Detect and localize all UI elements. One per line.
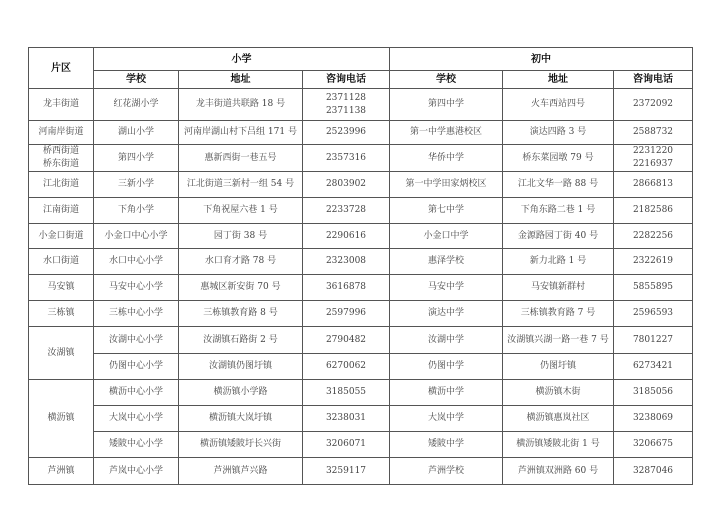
primary-address-cell-line: 汝湖镇石路街 2 号 — [203, 334, 278, 345]
middle-address-cell — [503, 198, 614, 224]
primary-school-cell-line: 水口中心小学 — [108, 256, 163, 266]
middle-phone-cell-line: 2182586 — [632, 205, 674, 215]
primary-phone-cell — [303, 89, 390, 121]
primary-phone-cell — [303, 301, 390, 327]
primary-phone-cell-line: 3616878 — [325, 282, 367, 292]
primary-address-cell — [179, 380, 303, 406]
primary-address-cell — [179, 275, 303, 301]
primary-phone-cell — [303, 380, 390, 406]
middle-phone-cell-line: 7801227 — [632, 334, 674, 345]
table-row — [29, 432, 693, 458]
middle-address-cell — [503, 249, 614, 275]
middle-school-cell — [390, 121, 503, 145]
primary-phone-cell — [303, 275, 390, 301]
district-cell — [29, 301, 94, 327]
district-cell-line: 小金口街道 — [38, 230, 84, 241]
middle-phone-col-header: 咨询电话 — [614, 71, 693, 89]
table-body — [29, 89, 693, 485]
middle-address-cell — [503, 301, 614, 327]
district-cell — [29, 380, 94, 458]
table-row — [29, 327, 693, 354]
district-cell — [29, 458, 94, 485]
middle-phone-cell — [614, 458, 693, 485]
primary-school-cell-line: 汝湖中心小学 — [108, 334, 163, 345]
district-cell — [29, 224, 94, 249]
middle-address-cell-line: 横沥镇矮陂北街 1 号 — [516, 439, 600, 449]
primary-address-cell-line: 龙丰街道共联路 18 号 — [195, 99, 286, 109]
primary-phone-cell-line: 2371128 — [325, 92, 367, 103]
primary-school-cell-line: 马安中心小学 — [108, 282, 163, 292]
primary-phone-cell-line: 2371138 — [325, 105, 367, 116]
district-cell-line: 芦洲镇 — [47, 465, 75, 476]
middle-school-header: 初中 — [390, 48, 693, 71]
middle-phone-cell — [614, 145, 693, 172]
primary-address-cell — [179, 89, 303, 121]
middle-phone-cell-line: 3185056 — [632, 387, 674, 397]
primary-address-cell-line: 河南岸湖山村下吕组 171 号 — [184, 127, 297, 137]
middle-phone-cell — [614, 354, 693, 380]
middle-address-cell-line: 横沥镇木街 — [535, 387, 581, 397]
district-cell — [29, 198, 94, 224]
primary-phone-cell-line: 3206071 — [325, 439, 367, 449]
middle-address-col-header: 地址 — [503, 71, 614, 89]
middle-phone-cell-line: 2216937 — [632, 159, 674, 169]
primary-address-cell-line: 水口育才路 78 号 — [204, 256, 277, 266]
primary-phone-cell-line: 3238031 — [325, 413, 367, 423]
primary-phone-cell-line: 2597996 — [325, 308, 367, 318]
district-cell-line: 河南岸街道 — [38, 127, 84, 137]
middle-address-cell — [503, 172, 614, 198]
district-cell-line: 龙丰街道 — [42, 99, 79, 109]
middle-school-cell-line: 第四中学 — [427, 99, 464, 109]
primary-school-cell — [94, 432, 179, 458]
middle-school-cell-line: 小金口中学 — [423, 230, 469, 241]
middle-phone-cell — [614, 249, 693, 275]
district-cell — [29, 172, 94, 198]
table-row — [29, 121, 693, 145]
primary-school-cell-line: 三栋中心小学 — [108, 308, 163, 318]
middle-address-cell — [503, 458, 614, 485]
middle-school-cell-line: 矮陂中学 — [427, 439, 464, 449]
primary-address-cell-line: 惠城区新安街 70 号 — [200, 282, 281, 292]
primary-school-cell — [94, 354, 179, 380]
primary-address-cell-line: 下角祝屋六巷 1 号 — [203, 205, 278, 215]
middle-address-cell-line: 下角东路二巷 1 号 — [520, 205, 596, 215]
primary-address-cell-line: 横沥镇大岚圩镇 — [208, 413, 272, 423]
middle-school-cell — [390, 224, 503, 249]
middle-school-cell-line: 大岚中学 — [427, 413, 464, 423]
primary-phone-cell — [303, 121, 390, 145]
primary-address-cell — [179, 172, 303, 198]
middle-phone-cell-line: 2588732 — [632, 127, 674, 137]
middle-phone-cell-line: 2596593 — [632, 308, 674, 318]
primary-address-col-header: 地址 — [179, 71, 303, 89]
district-cell — [29, 327, 94, 380]
primary-phone-cell-line: 2290616 — [325, 230, 367, 241]
middle-address-cell — [503, 121, 614, 145]
primary-school-cell — [94, 380, 179, 406]
middle-address-cell — [503, 432, 614, 458]
middle-address-cell — [503, 89, 614, 121]
district-header: 片区 — [29, 48, 94, 89]
primary-school-cell-line: 矮陂中心小学 — [108, 439, 163, 449]
middle-address-cell — [503, 354, 614, 380]
primary-address-cell — [179, 224, 303, 249]
district-cell — [29, 275, 94, 301]
primary-address-cell-line: 横沥镇小学路 — [213, 387, 268, 397]
primary-address-cell-line: 江北街道三新村一组 54 号 — [186, 179, 295, 189]
table-row — [29, 172, 693, 198]
middle-school-cell — [390, 380, 503, 406]
middle-address-cell-line: 江北文华一路 88 号 — [517, 179, 599, 189]
school-contact-table — [28, 47, 693, 485]
primary-address-cell — [179, 354, 303, 380]
primary-address-cell — [179, 327, 303, 354]
primary-school-cell — [94, 121, 179, 145]
primary-school-cell — [94, 172, 179, 198]
primary-phone-cell — [303, 354, 390, 380]
primary-phone-cell-line: 2803902 — [325, 179, 367, 189]
middle-school-cell — [390, 172, 503, 198]
middle-school-cell-line: 华侨中学 — [427, 152, 464, 163]
middle-school-cell — [390, 354, 503, 380]
primary-address-cell — [179, 249, 303, 275]
primary-phone-cell — [303, 249, 390, 275]
middle-phone-cell — [614, 89, 693, 121]
primary-address-cell — [179, 198, 303, 224]
primary-phone-cell-line: 2523996 — [325, 127, 367, 137]
middle-phone-cell-line: 6273421 — [632, 361, 674, 371]
district-cell — [29, 145, 94, 172]
primary-phone-cell — [303, 458, 390, 485]
primary-phone-cell — [303, 432, 390, 458]
middle-phone-cell — [614, 224, 693, 249]
middle-school-cell-line: 第一中学惠港校区 — [409, 127, 482, 137]
middle-school-cell — [390, 145, 503, 172]
district-cell — [29, 249, 94, 275]
middle-address-cell-line: 汝湖镇兴湖一路一巷 7 号 — [507, 334, 609, 345]
primary-phone-cell — [303, 172, 390, 198]
middle-phone-cell — [614, 406, 693, 432]
primary-phone-cell-line: 2233728 — [325, 205, 367, 215]
middle-school-cell-line: 芦洲学校 — [427, 465, 464, 476]
primary-phone-cell-line: 3185055 — [325, 387, 367, 397]
primary-school-cell — [94, 275, 179, 301]
middle-phone-cell-line: 2231220 — [632, 146, 674, 156]
middle-school-cell-line: 第一中学田家炳校区 — [405, 179, 487, 189]
primary-school-cell-line: 横沥中心小学 — [108, 387, 163, 397]
district-cell-line: 横沥镇 — [47, 413, 75, 423]
table-row — [29, 380, 693, 406]
table-row — [29, 145, 693, 172]
primary-phone-cell-line: 2323008 — [325, 256, 367, 266]
primary-school-cell — [94, 224, 179, 249]
middle-phone-cell-line: 2866813 — [632, 179, 674, 189]
middle-school-cell — [390, 458, 503, 485]
middle-school-col-header: 学校 — [390, 71, 503, 89]
district-cell-line: 马安镇 — [47, 282, 75, 292]
primary-phone-cell-line: 2357316 — [325, 152, 367, 163]
primary-phone-cell-line: 6270062 — [325, 361, 367, 371]
middle-phone-cell — [614, 172, 693, 198]
middle-phone-cell-line: 2322619 — [632, 256, 674, 266]
middle-school-cell — [390, 406, 503, 432]
table-row — [29, 198, 693, 224]
middle-address-cell-line: 金源路园丁街 40 号 — [517, 230, 599, 241]
primary-school-cell-line: 下角小学 — [117, 205, 154, 215]
primary-school-header: 小学 — [94, 48, 390, 71]
primary-phone-cell — [303, 327, 390, 354]
middle-address-cell-line: 桥东菜园墩 79 号 — [522, 152, 594, 163]
table-row — [29, 89, 693, 121]
middle-phone-cell-line: 3206675 — [632, 439, 674, 449]
middle-address-cell — [503, 275, 614, 301]
district-cell-line: 江南街道 — [42, 205, 79, 215]
primary-school-cell-line: 大岚中心小学 — [108, 413, 163, 423]
primary-school-cell — [94, 406, 179, 432]
middle-school-cell — [390, 301, 503, 327]
primary-school-cell — [94, 458, 179, 485]
primary-school-cell-line: 三新小学 — [117, 179, 154, 189]
primary-school-cell-line: 小金口中心小学 — [104, 230, 168, 241]
middle-address-cell — [503, 380, 614, 406]
primary-address-cell-line: 惠新西街一巷五号 — [204, 152, 277, 163]
middle-school-cell-line: 仍图中学 — [427, 361, 464, 371]
primary-school-cell — [94, 301, 179, 327]
middle-address-cell — [503, 224, 614, 249]
middle-school-cell — [390, 89, 503, 121]
primary-phone-cell — [303, 198, 390, 224]
middle-phone-cell — [614, 301, 693, 327]
district-cell — [29, 121, 94, 145]
middle-phone-cell-line: 2372092 — [632, 99, 674, 109]
middle-address-cell-line: 仍图圩镇 — [539, 361, 576, 371]
table-row — [29, 224, 693, 249]
primary-school-cell — [94, 89, 179, 121]
primary-phone-cell — [303, 224, 390, 249]
middle-address-cell-line: 芦洲镇双洲路 60 号 — [517, 465, 599, 476]
primary-phone-cell — [303, 145, 390, 172]
middle-phone-cell — [614, 121, 693, 145]
middle-phone-cell-line: 2282256 — [632, 230, 674, 241]
middle-address-cell-line: 横沥镇惠岚社区 — [526, 413, 590, 423]
district-cell-line: 桥西街道 — [42, 146, 79, 156]
primary-address-cell — [179, 432, 303, 458]
primary-phone-cell-line: 3259117 — [325, 465, 367, 476]
primary-school-cell-line: 芦岚中心小学 — [108, 465, 163, 476]
middle-address-cell — [503, 327, 614, 354]
primary-phone-cell — [303, 406, 390, 432]
district-cell-line: 水口街道 — [42, 256, 79, 266]
primary-school-cell-line: 湖山小学 — [117, 127, 154, 137]
middle-address-cell-line: 新力北路 1 号 — [529, 256, 587, 266]
primary-school-col-header: 学校 — [94, 71, 179, 89]
middle-school-cell-line: 第七中学 — [427, 205, 464, 215]
middle-phone-cell-line: 3238069 — [632, 413, 674, 423]
district-cell-line: 汝湖镇 — [47, 347, 75, 358]
middle-school-cell-line: 马安中学 — [427, 282, 464, 292]
middle-phone-cell-line: 3287046 — [632, 465, 674, 476]
primary-school-cell — [94, 249, 179, 275]
middle-phone-cell — [614, 380, 693, 406]
middle-phone-cell — [614, 327, 693, 354]
middle-phone-cell-line: 5855895 — [632, 282, 674, 292]
middle-address-cell-line: 演达四路 3 号 — [529, 127, 587, 137]
table-row — [29, 406, 693, 432]
primary-address-cell — [179, 458, 303, 485]
middle-address-cell-line: 马安镇新群村 — [530, 282, 585, 292]
table-row — [29, 458, 693, 485]
middle-phone-cell — [614, 432, 693, 458]
primary-address-cell — [179, 145, 303, 172]
primary-address-cell — [179, 301, 303, 327]
middle-address-cell — [503, 406, 614, 432]
primary-school-cell-line: 仍图中心小学 — [108, 361, 163, 371]
primary-phone-cell-line: 2790482 — [325, 334, 367, 345]
primary-address-cell-line: 园丁街 38 号 — [213, 230, 268, 241]
table-row — [29, 249, 693, 275]
district-cell — [29, 89, 94, 121]
middle-school-cell-line: 演达中学 — [427, 308, 464, 318]
primary-school-cell-line: 第四小学 — [117, 152, 154, 163]
primary-address-cell-line: 三栋镇教育路 8 号 — [203, 308, 278, 318]
district-cell-line: 桥东街道 — [42, 159, 79, 169]
primary-address-cell-line: 芦洲镇芦兴路 — [213, 465, 268, 476]
middle-phone-cell — [614, 198, 693, 224]
middle-address-cell — [503, 145, 614, 172]
middle-school-cell-line: 横沥中学 — [427, 387, 464, 397]
primary-address-cell — [179, 121, 303, 145]
middle-school-cell — [390, 275, 503, 301]
middle-school-cell-line: 惠泽学校 — [427, 256, 464, 266]
middle-school-cell — [390, 432, 503, 458]
table-row — [29, 275, 693, 301]
district-cell-line: 江北街道 — [42, 179, 79, 189]
primary-address-cell-line: 横沥镇矮陂圩长兴街 — [199, 439, 281, 449]
district-cell-line: 三栋镇 — [47, 308, 75, 318]
middle-school-cell — [390, 249, 503, 275]
middle-address-cell-line: 三栋镇教育路 7 号 — [520, 308, 596, 318]
primary-address-cell-line: 汝湖镇仍图圩镇 — [208, 361, 272, 371]
table-row — [29, 354, 693, 380]
middle-school-cell — [390, 327, 503, 354]
primary-school-cell — [94, 198, 179, 224]
primary-school-cell — [94, 145, 179, 172]
primary-address-cell — [179, 406, 303, 432]
middle-school-cell-line: 汝湖中学 — [427, 334, 464, 345]
primary-school-cell — [94, 327, 179, 354]
middle-phone-cell — [614, 275, 693, 301]
primary-phone-col-header: 咨询电话 — [303, 71, 390, 89]
table-row — [29, 301, 693, 327]
primary-school-cell-line: 红花湖小学 — [113, 99, 159, 109]
middle-address-cell-line: 火车西站四号 — [530, 99, 585, 109]
middle-school-cell — [390, 198, 503, 224]
